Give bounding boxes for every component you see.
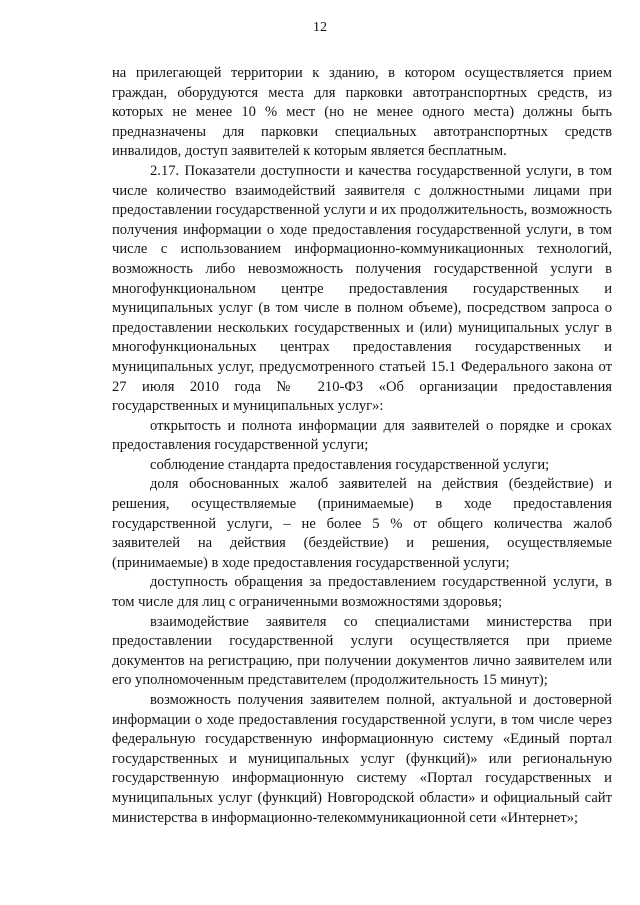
paragraph-2-17-heading: 2.17. Показатели доступности и качества государственной услуги, в том числе количество взаимодействий заявителя с должностными лицами при предоставлении государственной услуги и их продолжительность, возможность получения информации о ходе предоставления государственной услуги, в том числе с использованием информационно-коммуникационных технологий, возможность либо невозможность получения государственной услуги в многофункциональном центре предоставления государственных и муниципальных услуг (в том числе в полном объеме), посредством запроса о предоставлении нескольких государственных и (или) муниципальных услуг в многофункциональных центрах предоставления государственных и муниципальных услуг, предусмотренного статьей 15.1 Федерального закона от 27 июля 2010 года № 210-ФЗ «Об организации предоставления государственных и муниципальных услуг»: [112, 162, 612, 415]
document-body [112, 64, 612, 828]
paragraph-information-openness: открытость и полнота информации для заявителей о порядке и сроках предоставления государственной услуги; [112, 417, 612, 454]
paragraph-standard-compliance: соблюдение стандарта предоставления государственной услуги; [150, 456, 550, 473]
paragraph-parking-continuation: на прилегающей территории к зданию, в котором осуществляется прием граждан, оборудуются места для парковки автотранспортных средств, из которых не менее 10 % мест (но не менее одного места) должны быть предназначены для парковки специальных автотранспортных средств инвалидов, доступ заявителей к которым является бесплатным. [112, 65, 612, 160]
paragraph-complaints-share: доля обоснованных жалоб заявителей на действия (бездействие) и решения, осуществляемые (принимаемые) в ходе предоставления государственной услуги, – не более 5 % от общего количества жалоб заявителей на действия (бездействие) и решения, осуществляемые (принимаемые) в ходе предоставления государственной услуги; [112, 476, 612, 571]
paragraph-interaction-with-specialists: взаимодействие заявителя со специалистами министерства при предоставлении государственной услуги осуществляется при приеме документов на регистрацию, при получении документов лично заявителем или его уполномоченным представителем (продолжительность 15 минут); [112, 613, 612, 689]
paragraph-accessibility: доступность обращения за предоставлением государственной услуги, в том числе для лиц с ограниченными возможностями здоровья; [112, 574, 612, 611]
page-number: 12 [313, 20, 327, 35]
paragraph-progress-information: возможность получения заявителем полной, актуальной и достоверной информации о ходе предоставления государственной услуги, в том числе через федеральную государственную информационную систему «Единый портал государственных и муниципальных услуг (функций)» или региональную государственную информационную систему «Портал государственных и муниципальных услуг (функций) Новгородской области» и официальный сайт министерства в информационно-телекоммуникационной сети «Интернет»; [112, 692, 612, 826]
